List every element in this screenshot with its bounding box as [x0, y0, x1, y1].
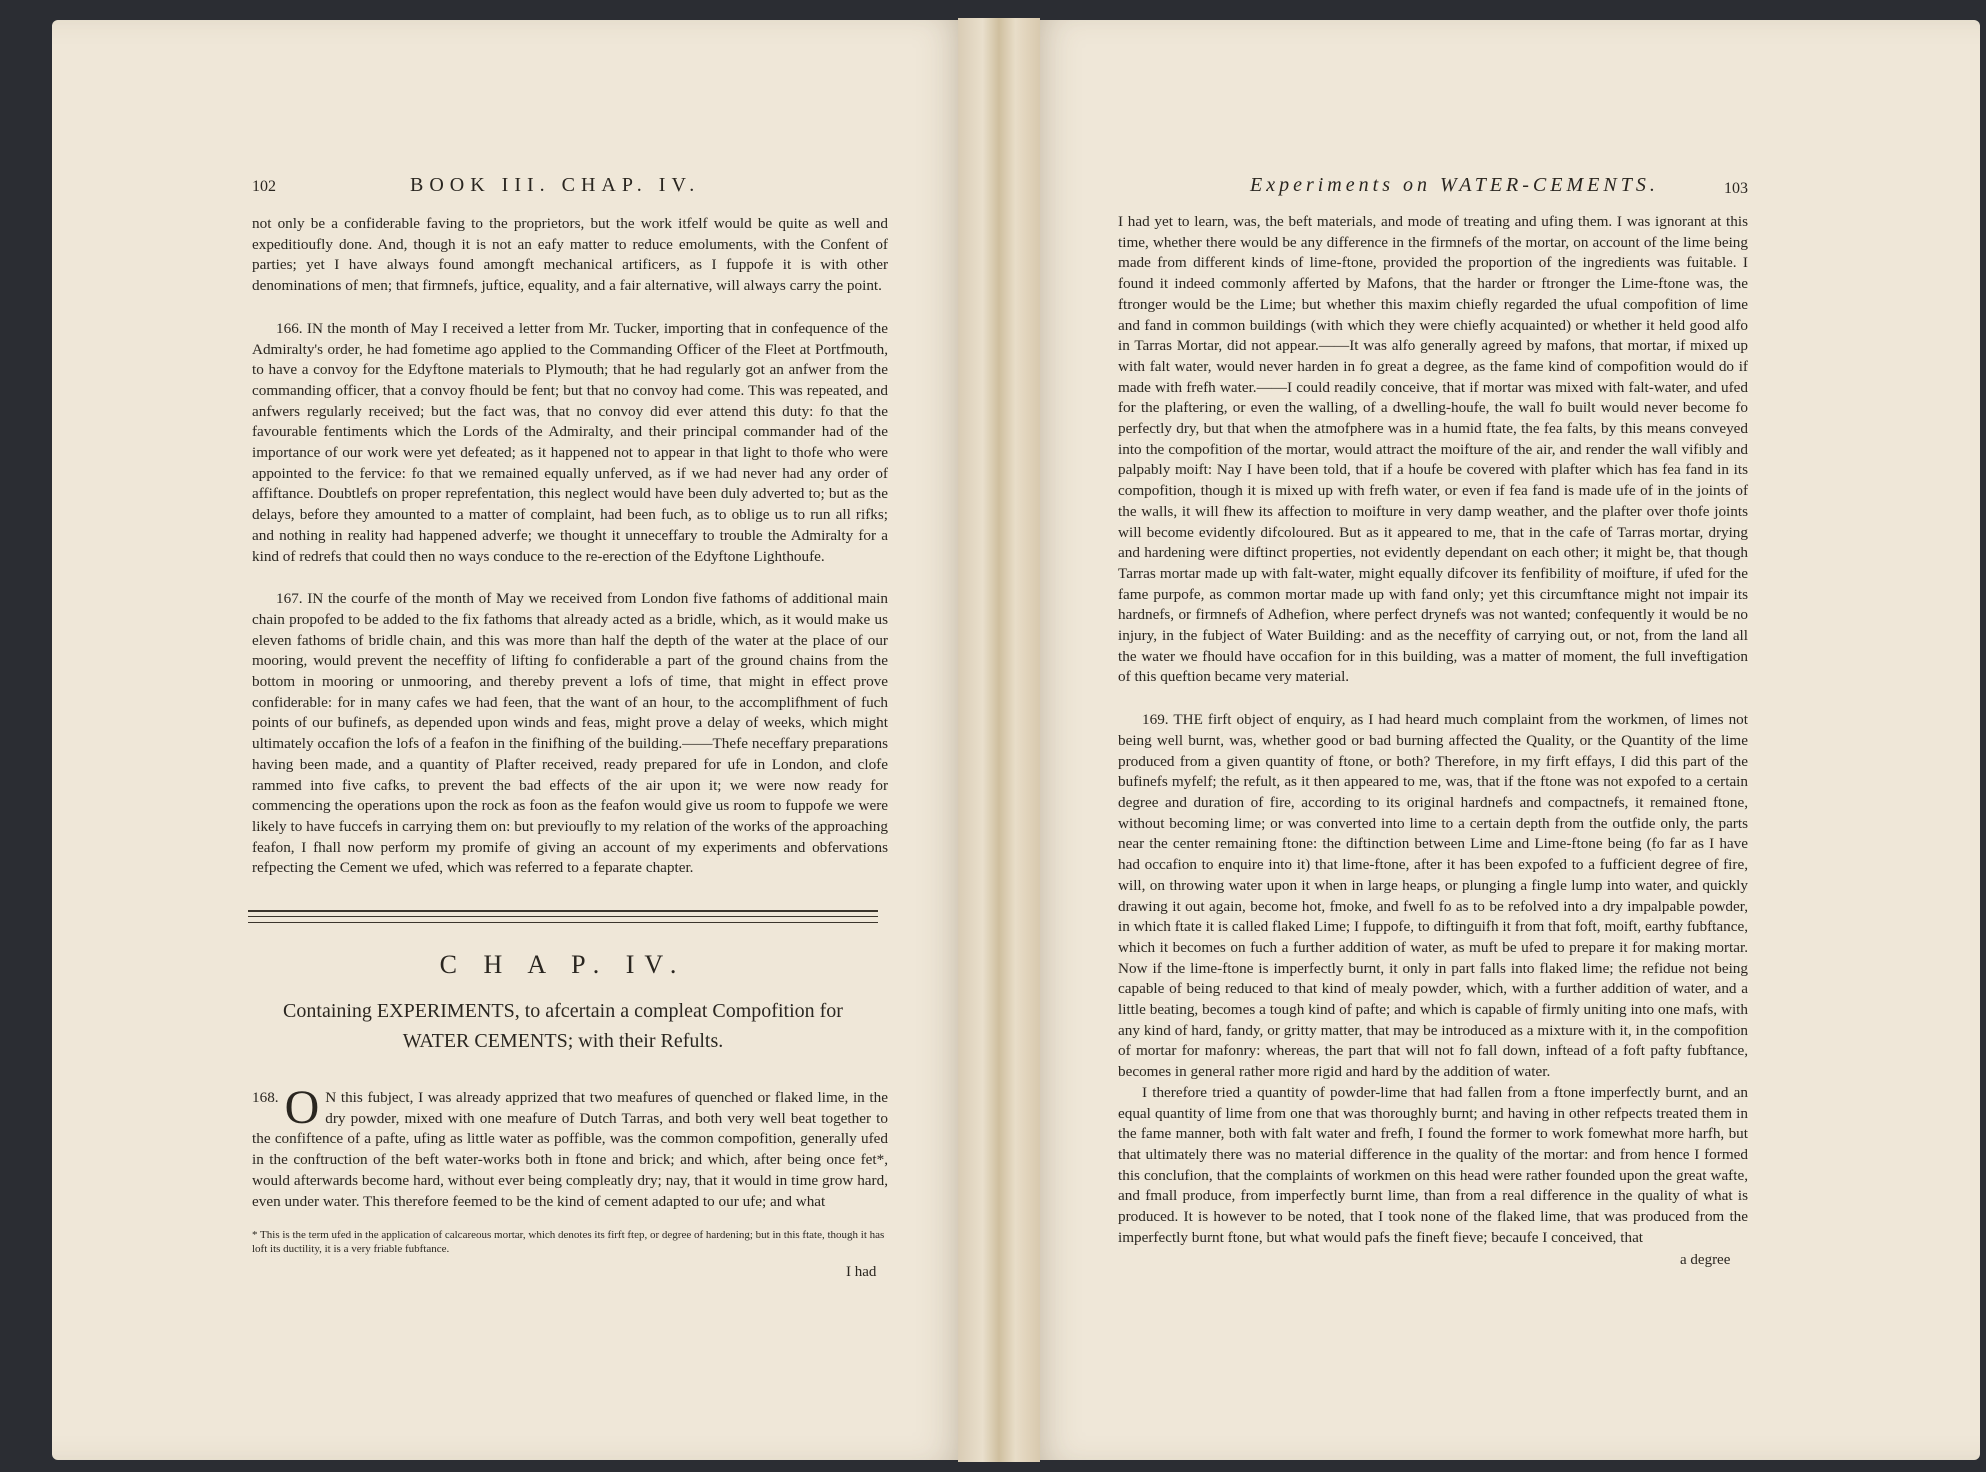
left-running-head: BOOK III. CHAP. IV.: [410, 174, 701, 196]
chapter-rule-bottom: [248, 922, 878, 923]
chapter-heading: C H A P. IV.: [439, 950, 687, 979]
left-text-block: [252, 214, 888, 879]
paragraph-169-continued: I therefore tried a quantity of powder-lime that had fallen from a ftone imperfectly burnt, and an equal quantity of lime from one that was thoroughly burnt; and having in other refpects treated them in the fame manner, both with falt water and frefh, I found the former to work fomewhat more harfh, but that ultimately there was no material difference in the quality of the mortar: and from hence I formed this conclufion, that the complaints of workmen on this head were rather founded upon the great wafte, and fmall produce, from imperfectly burnt lime, than from a real difference in the quality of what is produced. It is however to be noted, that I took none of the flaked lime, that was produced from the imperfectly burnt ftone, but what would pafs the fineft fieve; becaufe I conceived, that: [1118, 1083, 1748, 1246]
book-gutter: [958, 18, 1040, 1462]
paragraph-continued-right: I had yet to learn, was, the beft materials, and mode of treating and ufing them. I was ignorant at this time, whether there would be any difference in the firmnefs of the mortar, on account of the lime being made from different kinds of lime-ftone, provided the proportion of the ingredients was fuitable. I found it indeed commonly afferted by Mafons, that the harder or ftronger the Lime-ftone was, the ftronger would be the Lime; but whether this maxim chiefly regarded the ufual compofition of lime and fand in common buildings (with which they were chiefly acquainted) or whether it held good alfo in Tarras Mortar, did not appear.——It was alfo generally agreed by mafons, that mortar, if mixed up with falt water, would never harden in fo great a degree, as the fame kind of compofition would do if made with frefh water.——I could readily conceive, that if mortar was mixed with falt-water, and ufed for the plaftering, or even the walling, of a dwelling-houfe, the wall fo built would never become fo perfectly dry, but that when the atmofphere was in a humid ftate, the fea falts, by this means conveyed into the compofition of the mortar, would attract the moifture of the air, and render the wall vifibly and palpably moift: Nay I have been told, that if a houfe be covered with plafter which has fea fand in its compofition, though it is mixed up with frefh water, or even if fea fand is made ufe of in the joints of the walls, it will fhew its affection to moifture in very damp weather, and the plafter over thofe joints will become evidently difcoloured. But as it appeared to me, that in the cafe of Tarras mortar, drying and hardening were diftinct properties, not evidently dependant on each other; it might be, that though Tarras mortar made up with falt-water, might equally difcover its fenfibility of moifture, if ufed for the fame purpofe, as common mortar made up with fand only; yet this circumftance might not impair its hardnefs, or firmnefs of Adhefion, where perfect drynefs was not wanted; confequently it would be no injury, in the fubject of Water Building: and as the neceffity of carrying out, or not, from the land all the water we fhould have occafion for in this building, was a matter of moment, the full inveftigation of this queftion became very material.: [1118, 213, 1748, 686]
right-running-head: Experiments on WATER-CEMENTS.: [1250, 174, 1659, 196]
drop-cap: O: [284, 1081, 320, 1134]
paragraph-continued: not only be a confiderable faving to the proprietors, but the work itfelf would be quite as well and expeditioufly done. And, though it is not an eafy matter to reduce emoluments, with the Confent of parties; yet I have always found amongft mechanical artificers, as I fuppofe it is with other denominations of men; that firmnefs, juftice, equality, and a fair alternative, will always carry the point.: [252, 215, 888, 295]
paragraph-168-block: [252, 1081, 888, 1212]
paragraph-166: 166. IN the month of May I received a letter from Mr. Tucker, importing that in confequence of the Admiralty's order, he had fometime ago applied to the Commanding Officer of the Fleet at Portfmouth, to have a convoy for the Edyftone materials to Plymouth; that he had regularly got an anfwer from the commanding officer, that a convoy fhould be fent; but that no convoy had come. This was repeated, and anfwers regularly received; but the fact was, that no convoy did ever attend this duty: fo that the favourable fentiments which the Lords of the Admiralty, and their principal commander had of the importance of our work were yet defeated; as it happened not to appear in that light to thofe who were appointed to the fervice: fo that we remained equally unferved, as if we had never had any order of affiftance. Doubtlefs on proper reprefentation, this neglect would have been duly adverted to; but as the delays, before they amounted to a matter of complaint, had been fuch, as to oblige us to run all rifks; and nothing in reality had happened adverfe; we thought it unneceffary to trouble the Admiralty for a kind of redrefs that could then no ways conduce to the re-erection of the Edyftone Lighthoufe.: [252, 319, 888, 565]
paragraph-168: N this fubject, I was already apprized that two meafures of quenched or flaked lime, in the dry powder, mixed with one meafure of Dutch Tarras, and both very well beat together to the confiftence of a pafte, ufing as little water as poffible, was the common compofition, generally ufed in the conftruction of the beft water-works both in ftone and brick; and which, after being once fet*, would afterwards become hard, without ever being compleatly dry; nay, that it would in time grow hard, even under water. This therefore feemed to be the kind of cement adapted to our ufe; and what: [252, 1089, 888, 1210]
left-catchword: I had: [846, 1264, 877, 1280]
chapter-rule-middle: [248, 916, 878, 917]
right-text-block: [1118, 212, 1748, 1248]
paragraph-167: 167. IN the courfe of the month of May we received from London five fathoms of additional main chain propofed to be added to the fix fathoms that already acted as a bridle, which, as it would make us eleven fathoms of bridle chain, and this was more than half the depth of the water at the place of our mooring, would prevent the neceffity of lifting fo confiderable a part of the ground chains from the bottom in mooring or unmooring, and thereby prevent a lofs of time, that might in effect prove confiderable: for in many cafes we had feen, that the want of an hour, to the accomplifhment of fuch points of our bufinefs, as depended upon winds and feas, might prove a delay of weeks, which might ultimately occafion the lofs of a feafon in the finifhing of the building.——Thefe neceffary preparations having been made, and a quantity of Plafter received, ready prepared for ufe in London, and clofe rammed into five cafks, to prevent the bad effects of the air upon it; we were now ready for commencing the operations upon the rock as foon as the feafon would give us room to fuppofe we were likely to have fuccefs in carrying them on: but previoufly to my relation of the works of the approaching feafon, I fhall now perform my promife of giving an account of my experiments and obfervations refpecting the Cement we ufed, which was referred to a feparate chapter.: [252, 590, 888, 877]
right-page-number: 103: [1724, 180, 1748, 197]
left-page-number: 102: [252, 178, 276, 195]
footnote: * This is the term ufed in the application of calcareous mortar, which denotes its firft ftep, or degree of hardening; but in this ftate, though it has loft its ductility, it is a very friable fubftance.: [252, 1229, 885, 1255]
paragraph-169: 169. THE firft object of enquiry, as I had heard much complaint from the workmen, of limes not being well burnt, was, whether good or bad burning affected the Quality, or the Quantity of the lime produced from a given quantity of ftone, or both? Therefore, in my firft effays, I did this part of the bufinefs myfelf; the refult, as it then appeared to me, was, that if the ftone was not expofed to a certain degree and duration of fire, according to its original hardnefs and compactnefs, it remained ftone, without becoming lime; or was converted into lime to a certain depth from the outfide only, the parts near the center remaining ftone: the diftinction between Lime and Lime-ftone being (fo far as I have had occafion to enquire into it) that lime-ftone, after it has been expofed to a fufficient degree of fire, will, on throwing water upon it when in large heaps, or plunging a fingle lump into water, and quickly drawing it out again, become hot, fmoke, and fwell fo as to be refolved into a dry impalpable powder, in which ftate it is called flaked Lime; I fuppofe, to diftinguifh it from that foft, moift, earthy fubftance, which it becomes on fuch a further addition of water, as muft be ufed to prepare it for making mortar. Now if the lime-ftone is imperfectly burnt, it only in part falls into flaked lime; the refidue not being capable of being reduced to that kind of mealy powder, which, with a further addition of water, and a little beating, becomes a tough kind of pafte; and which is capable of firmly uniting into one mafs, with any kind of hard, fandy, or gritty matter, that may be introduced as a mixture with it, in the compofition of mortar for mafonry: whereas, the part that will not fo fall down, inftead of a foft pafty fubftance, becomes in general rather more rigid and hard by the addition of water.: [1118, 711, 1748, 1081]
paragraph-168-number: 168.: [252, 1089, 279, 1106]
right-catchword: a degree: [1680, 1252, 1731, 1268]
chapter-subtitle-line-2: WATER CEMENTS; with their Refults.: [402, 1030, 724, 1052]
chapter-subtitle-line-1: Containing EXPERIMENTS, to afcertain a compleat Compofition for: [283, 1000, 843, 1022]
chapter-rule-top: [248, 910, 878, 912]
